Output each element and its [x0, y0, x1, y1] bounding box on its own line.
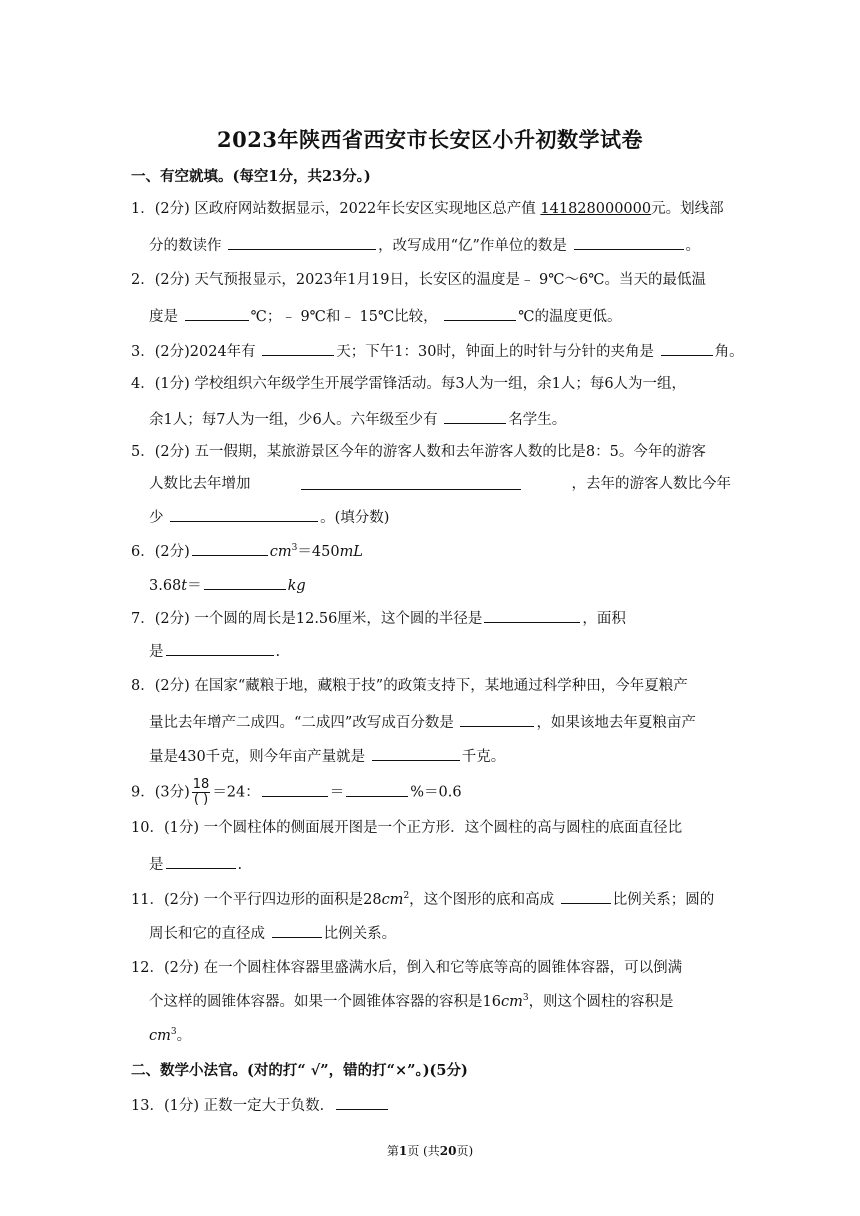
answer-blank[interactable] — [301, 474, 521, 490]
question-1-line-1: 1．(2分) 区政府网站数据显示，2022年长安区实现地区总产值 141828000000元。划线部 — [131, 201, 724, 217]
question-2-line-1: 2．(2分) 天气预报显示，2023年1月19日，长安区的温度是﹣ 9℃～6℃。当天的最低温 — [131, 272, 706, 288]
question-2-line-2: 度是 ℃；﹣ 9℃和﹣ 15℃比较， ℃的温度更低。 — [149, 305, 749, 327]
answer-blank[interactable] — [444, 408, 506, 424]
answer-blank[interactable] — [372, 745, 460, 761]
answer-blank[interactable] — [346, 781, 408, 797]
answer-blank[interactable] — [561, 888, 611, 904]
question-4-line-2: 余1人；每7人为一组，少6人。六年级至少有 名学生。 — [149, 408, 749, 430]
question-10-line-1: 10．(1分) 一个圆柱体的侧面展开图是一个正方形．这个圆柱的高与圆柱的底面直径比 — [131, 820, 683, 836]
question-6-line-1: 6．(2分) $cm^3=450mL$ — [131, 540, 731, 562]
question-13: 13．(1分) 正数一定大于负数． — [131, 1094, 731, 1116]
answer-blank[interactable] — [166, 640, 274, 656]
question-5-line-2: 人数比去年增加 ，去年的游客人数比今年 — [149, 476, 731, 492]
answer-blank[interactable] — [336, 1094, 388, 1110]
question-12-line-2: 个这样的圆锥体容器。如果一个圆锥体容器的容积是$16cm^3$，则这个圆柱的容积是 — [149, 993, 674, 1010]
section-heading-1: 一、有空就填。(每空1分，共23分。) — [131, 168, 371, 185]
question-10-line-2: 是 . — [149, 853, 749, 875]
question-11-line-2: 周长和它的直径成 比例关系。 — [149, 922, 749, 944]
answer-blank[interactable] — [272, 922, 322, 938]
question-12-line-3: $cm^3$。 — [149, 1027, 192, 1044]
question-5-line-3: 少 。(填分数) — [149, 506, 749, 528]
page-total: 20 — [439, 1144, 457, 1158]
fraction: $\frac{18}{( )}$ — [192, 777, 210, 807]
question-8-line-1: 8．(2分) 在国家“藏粮于地，藏粮于技”的政策支持下，某地通过科学种田，今年夏粮产 — [131, 678, 688, 694]
page-number: 1 — [398, 1144, 408, 1158]
answer-blank[interactable] — [574, 234, 684, 250]
question-12-line-1: 12．(2分) 在一个圆柱体容器里盛满水后，倒入和它等底等高的圆锥体容器，可以倒满 — [131, 960, 683, 976]
underlined-number: 141828000000 — [540, 201, 652, 217]
answer-blank[interactable] — [185, 305, 249, 321]
page-title: 2023年陕西省西安市长安区小升初数学试卷 — [217, 127, 643, 152]
question-7-line-1: 7．(2分) 一个圆的周长是12.56厘米，这个圆的半径是 ，面积 — [131, 607, 731, 629]
answer-blank[interactable] — [166, 853, 236, 869]
question-6-line-2: 3.68t＝ kg — [149, 574, 749, 596]
question-7-line-2: 是 . — [149, 640, 749, 662]
answer-blank[interactable] — [228, 234, 376, 250]
answer-blank[interactable] — [661, 340, 713, 356]
answer-blank[interactable] — [460, 711, 534, 727]
question-9: 9．(3分) $\frac{18}{( )}$ ＝24： ＝ %＝0.6 — [131, 777, 462, 807]
question-8-line-2: 量比去年增产二成四。“二成四”改写成百分数是 ，如果该地去年夏粮亩产 — [149, 711, 749, 733]
section-heading-2: 二、数学小法官。(对的打“ √”，错的打“×”。)(5分) — [131, 1062, 468, 1079]
answer-blank[interactable] — [444, 305, 516, 321]
answer-blank[interactable] — [484, 607, 580, 623]
question-3: 3．(2分)2024年有 天；下午1：30时，钟面上的时针与分针的夹角是 角。 — [131, 340, 731, 362]
answer-blank[interactable] — [170, 506, 318, 522]
answer-blank[interactable] — [262, 340, 334, 356]
page-footer: 第1页 (共20页) — [386, 1144, 474, 1158]
question-1-line-2: 分的数读作 ，改写成用“亿”作单位的数是 。 — [149, 234, 749, 256]
question-5-line-1: 5．(2分) 五一假期，某旅游景区今年的游客人数和去年游客人数的比是8：5。今年的游客 — [131, 444, 706, 460]
answer-blank[interactable] — [262, 781, 328, 797]
question-8-line-3: 量是430千克，则今年亩产量就是 千克。 — [149, 745, 749, 767]
answer-blank[interactable] — [204, 574, 286, 590]
question-11-line-1: 11．(2分) 一个平行四边形的面积是$28cm^2$，这个图形的底和高成 比例关系；圆的 — [131, 888, 731, 910]
answer-blank[interactable] — [192, 540, 268, 556]
question-4-line-1: 4．(1分) 学校组织六年级学生开展学雷锋活动。每3人为一组，余1人；每6人为一组， — [131, 376, 687, 392]
